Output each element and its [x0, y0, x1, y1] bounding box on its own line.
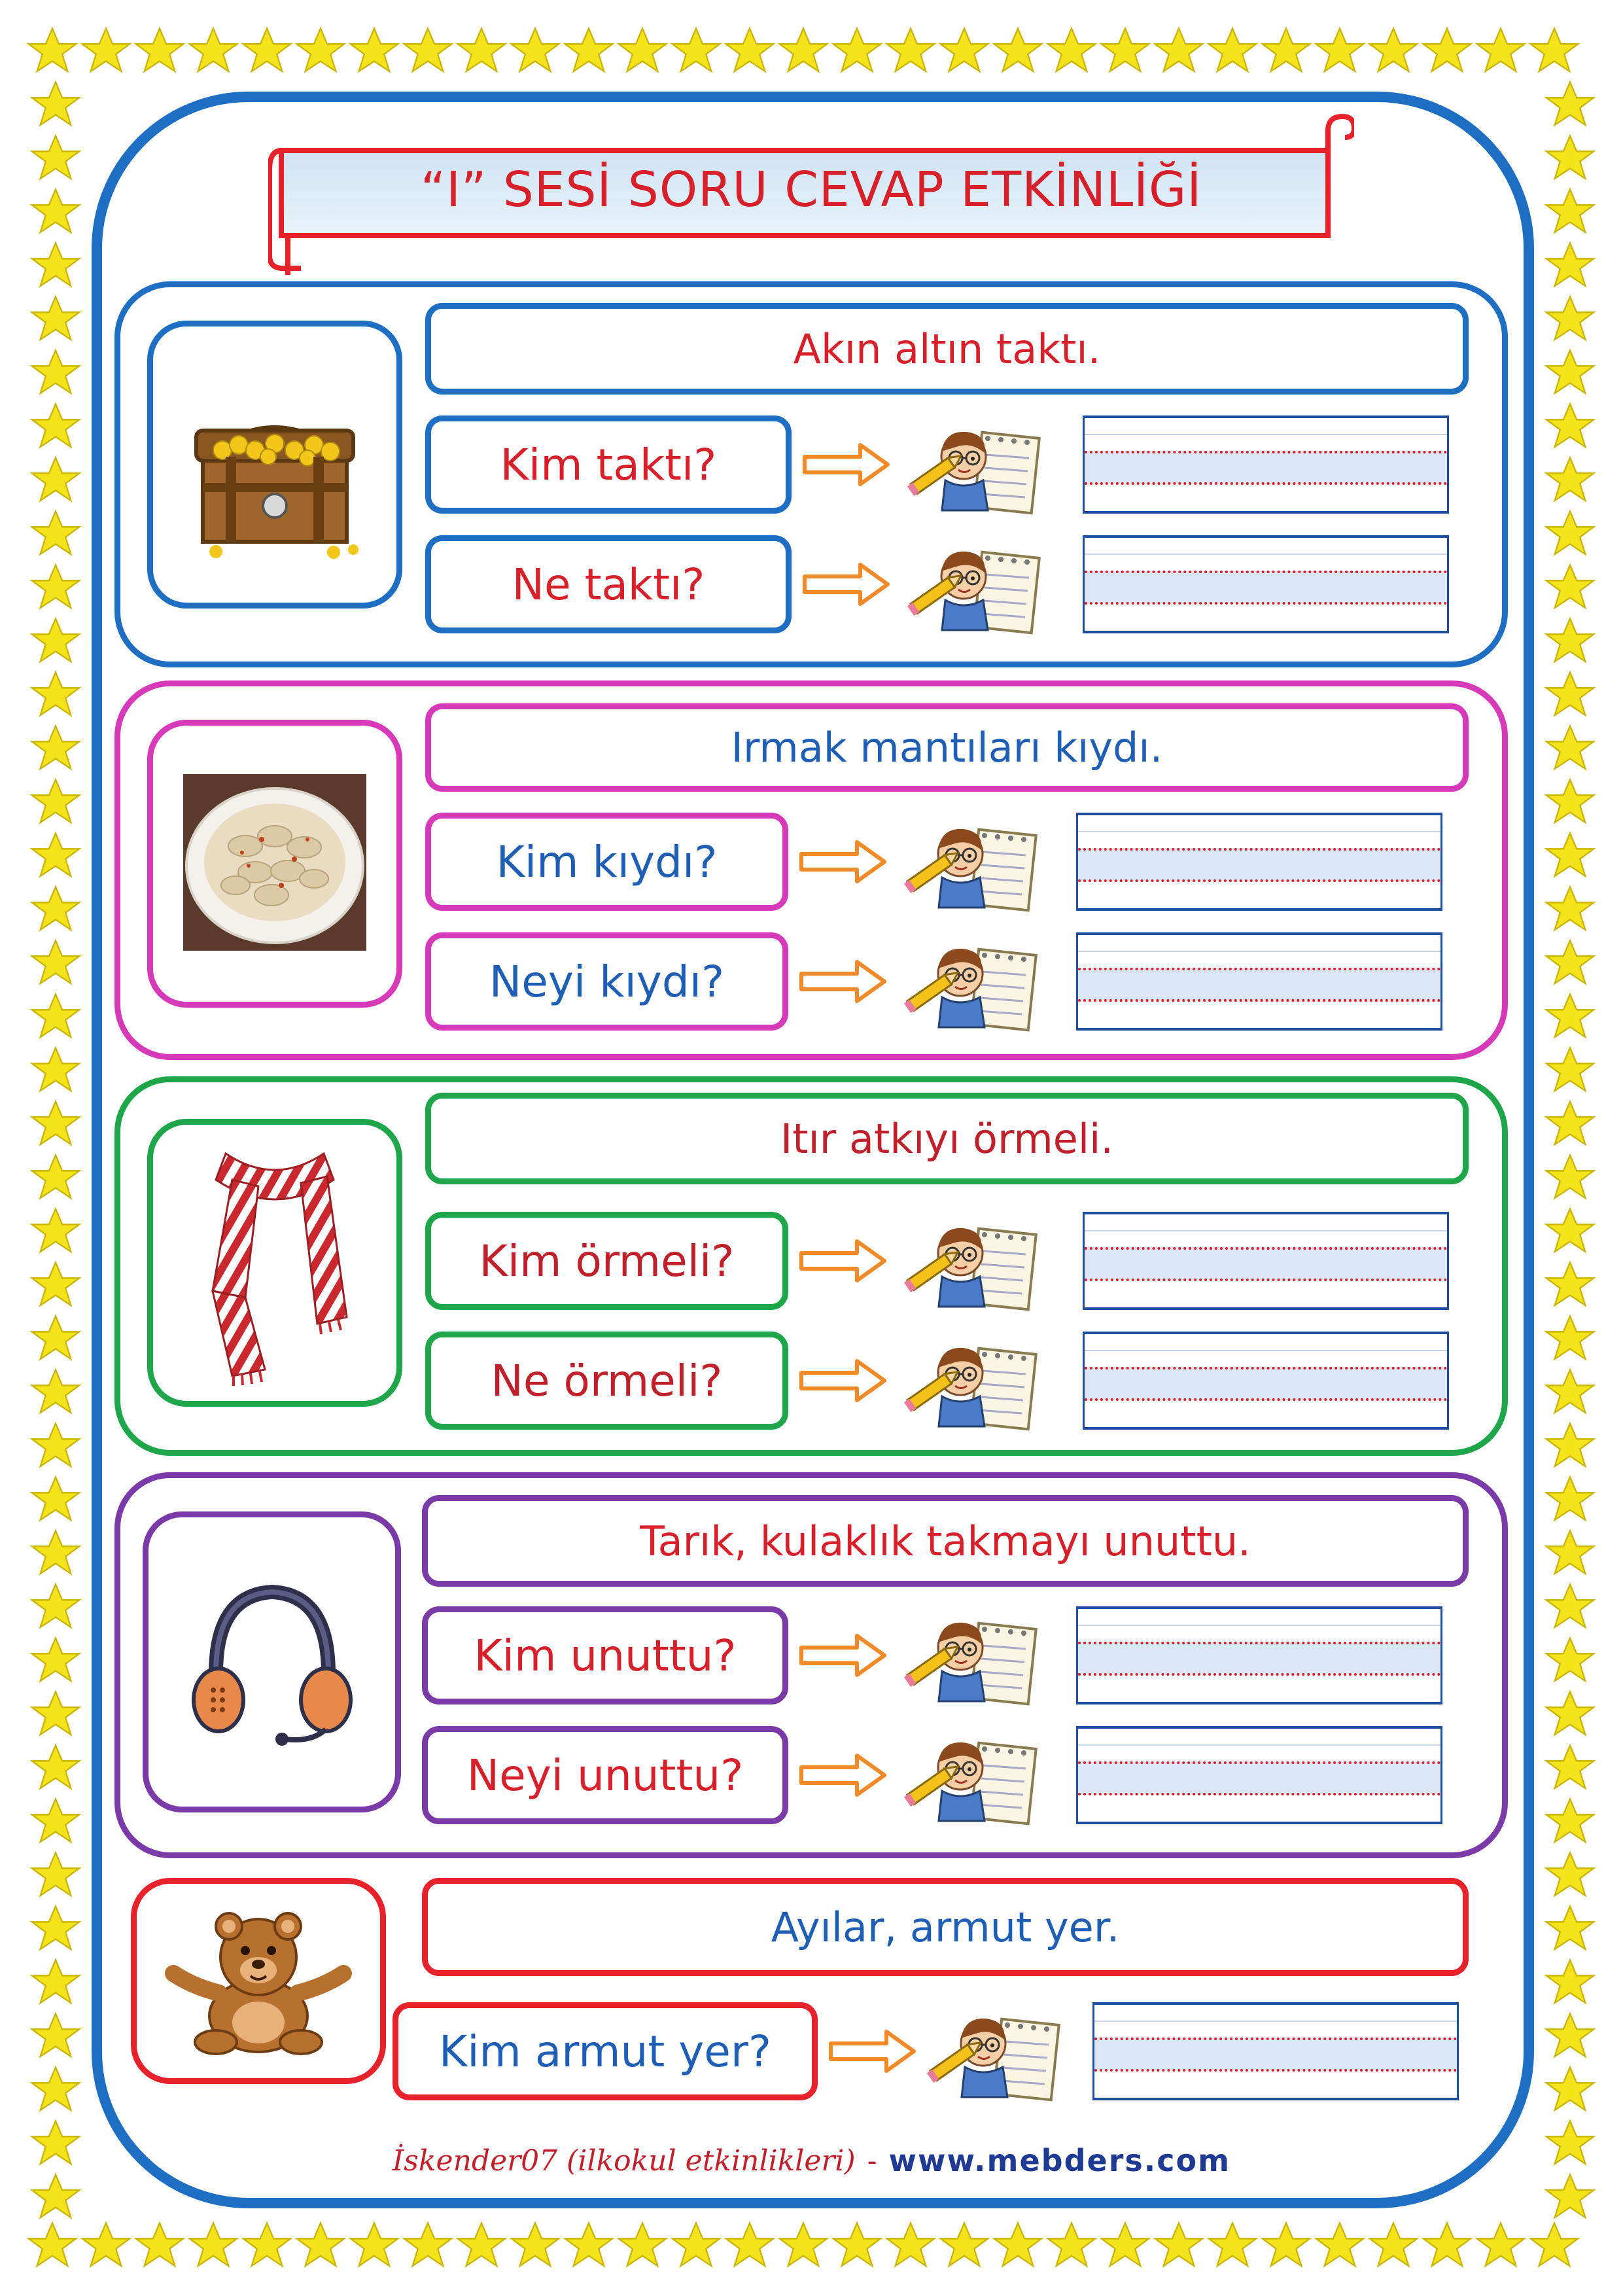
star-decoration — [1370, 29, 1417, 72]
star-decoration — [243, 2223, 290, 2267]
star-decoration — [1546, 887, 1594, 930]
star-decoration — [32, 941, 79, 984]
star-decoration — [1546, 2014, 1594, 2057]
star-decoration — [351, 2223, 398, 2267]
star-decoration — [1546, 297, 1594, 340]
star-decoration — [1546, 1424, 1594, 1467]
star-decoration — [32, 1156, 79, 1199]
picture-frame — [131, 1878, 386, 2084]
star-decoration — [887, 2223, 934, 2267]
writing-student-icon — [903, 1335, 1040, 1433]
star-decoration — [32, 1477, 79, 1521]
star-decoration — [1102, 2223, 1149, 2267]
writing-student-icon — [926, 2005, 1063, 2104]
star-decoration — [1546, 834, 1594, 877]
arrow-right-icon — [801, 558, 893, 610]
manti-plate-picture — [183, 774, 366, 953]
star-decoration — [1546, 1209, 1594, 1252]
star-decoration — [565, 2223, 612, 2267]
star-decoration — [1546, 1316, 1594, 1360]
star-decoration — [1546, 1746, 1594, 1789]
star-decoration — [136, 29, 183, 72]
star-decoration — [32, 82, 79, 126]
star-decoration — [1546, 1638, 1594, 1682]
star-decoration — [82, 2223, 130, 2267]
footer — [0, 2134, 1623, 2187]
star-decoration — [941, 2223, 988, 2267]
star-decoration — [458, 29, 505, 72]
star-decoration — [32, 458, 79, 501]
picture-frame — [143, 1511, 401, 1812]
star-decoration — [1546, 136, 1594, 179]
star-decoration — [1546, 565, 1594, 609]
sentence-box: Ayılar, armut yer. — [422, 1878, 1469, 1976]
star-decoration — [1546, 190, 1594, 233]
star-decoration — [1477, 2223, 1524, 2267]
star-decoration — [32, 2014, 79, 2057]
star-decoration — [1546, 673, 1594, 716]
star-decoration — [1546, 780, 1594, 823]
footer-author: İskender07 (ilkokul etkinlikleri) — [392, 2144, 856, 2178]
star-decoration — [32, 1853, 79, 1896]
star-decoration — [32, 834, 79, 877]
star-decoration — [672, 29, 720, 72]
star-decoration — [32, 512, 79, 555]
star-decoration — [726, 29, 773, 72]
star-decoration — [1423, 2223, 1471, 2267]
star-decoration — [404, 29, 451, 72]
star-decoration — [619, 29, 666, 72]
star-decoration — [29, 29, 76, 72]
star-decoration — [1546, 1585, 1594, 1628]
star-decoration — [1546, 82, 1594, 126]
star-decoration — [297, 29, 344, 72]
star-decoration — [32, 1960, 79, 2004]
star-decoration — [780, 29, 827, 72]
answer-writing-lines[interactable] — [1083, 1332, 1449, 1430]
star-decoration — [1102, 29, 1149, 72]
star-decoration — [1546, 404, 1594, 448]
star-decoration — [1546, 726, 1594, 769]
picture-frame — [147, 720, 402, 1008]
star-decoration — [1263, 2223, 1310, 2267]
star-decoration — [1546, 458, 1594, 501]
star-decoration — [1531, 2223, 1578, 2267]
star-decoration — [32, 1209, 79, 1252]
star-decoration — [1209, 2223, 1256, 2267]
star-decoration — [1546, 995, 1594, 1038]
star-decoration — [136, 2223, 183, 2267]
star-decoration — [887, 29, 934, 72]
star-decoration — [1155, 2223, 1202, 2267]
sentence-box: Itır atkıyı örmeli. — [425, 1093, 1469, 1184]
star-decoration — [32, 351, 79, 394]
star-decoration — [190, 29, 237, 72]
answer-writing-lines[interactable] — [1083, 535, 1449, 633]
star-decoration — [565, 29, 612, 72]
writing-student-icon — [906, 419, 1043, 517]
answer-writing-lines[interactable] — [1076, 813, 1442, 911]
footer-separator: - — [867, 2144, 877, 2178]
scarf-picture — [186, 1134, 363, 1392]
treasure-chest-picture — [177, 359, 373, 571]
page-title: “I” SESİ SORU CEVAP ETKİNLİĞİ — [420, 162, 1202, 218]
star-decoration — [780, 2223, 827, 2267]
arrow-right-icon — [798, 955, 890, 1008]
star-decoration — [1546, 941, 1594, 984]
answer-writing-lines[interactable] — [1076, 932, 1442, 1031]
star-decoration — [32, 995, 79, 1038]
arrow-right-icon — [801, 438, 893, 491]
arrow-right-icon — [798, 1749, 890, 1801]
star-decoration — [1209, 29, 1256, 72]
star-decoration — [672, 2223, 720, 2267]
star-decoration — [32, 1799, 79, 1843]
picture-frame — [147, 321, 402, 609]
star-decoration — [32, 1692, 79, 1735]
star-decoration — [1546, 1907, 1594, 1950]
star-decoration — [32, 1048, 79, 1091]
star-decoration — [1531, 29, 1578, 72]
star-decoration — [32, 1746, 79, 1789]
star-decoration — [32, 190, 79, 233]
writing-student-icon — [903, 1215, 1040, 1313]
star-decoration — [1423, 29, 1471, 72]
arrow-right-icon — [798, 836, 890, 888]
star-decoration — [32, 780, 79, 823]
writing-student-icon — [903, 816, 1040, 914]
star-decoration — [32, 1102, 79, 1145]
sentence-box: Akın altın taktı. — [425, 303, 1469, 395]
star-decoration — [1546, 1102, 1594, 1145]
star-decoration — [1263, 29, 1310, 72]
star-decoration — [1316, 29, 1363, 72]
star-decoration — [32, 1907, 79, 1950]
star-decoration — [32, 887, 79, 930]
star-decoration — [32, 2068, 79, 2111]
headphones-picture — [181, 1569, 364, 1755]
question-box: Ne taktı? — [425, 535, 792, 633]
star-decoration — [1546, 351, 1594, 394]
star-decoration — [32, 619, 79, 662]
star-decoration — [1546, 1960, 1594, 2004]
star-decoration — [994, 2223, 1041, 2267]
star-decoration — [1477, 29, 1524, 72]
writing-student-icon — [903, 936, 1040, 1034]
arrow-right-icon — [798, 1235, 890, 1287]
star-decoration — [32, 1585, 79, 1628]
answer-writing-lines[interactable] — [1083, 415, 1449, 514]
star-decoration — [32, 243, 79, 287]
star-decoration — [1546, 619, 1594, 662]
sentence-box: Irmak mantıları kıydı. — [425, 703, 1469, 792]
star-decoration — [833, 2223, 881, 2267]
star-decoration — [29, 2223, 76, 2267]
star-decoration — [1155, 29, 1202, 72]
star-decoration — [404, 2223, 451, 2267]
question-box: Kim taktı? — [425, 415, 792, 514]
star-decoration — [1546, 1853, 1594, 1896]
question-box: Ne örmeli? — [425, 1332, 788, 1430]
question-box: Neyi unuttu? — [422, 1726, 788, 1824]
star-decoration — [243, 29, 290, 72]
arrow-right-icon — [798, 1629, 890, 1682]
star-decoration — [994, 29, 1041, 72]
answer-writing-lines[interactable] — [1076, 1726, 1442, 1824]
sentence-box: Tarık, kulaklık takmayı unuttu. — [422, 1495, 1469, 1587]
footer-website-link[interactable]: www.mebders.com — [888, 2143, 1231, 2178]
star-decoration — [1546, 1048, 1594, 1091]
star-decoration — [1546, 512, 1594, 555]
star-decoration — [941, 29, 988, 72]
star-decoration — [32, 1531, 79, 1574]
star-decoration — [32, 1316, 79, 1360]
star-decoration — [32, 1263, 79, 1306]
star-decoration — [512, 29, 559, 72]
star-decoration — [1048, 29, 1095, 72]
star-decoration — [458, 2223, 505, 2267]
star-decoration — [1048, 2223, 1095, 2267]
question-box: Neyi kıydı? — [425, 932, 788, 1031]
writing-student-icon — [906, 539, 1043, 637]
star-decoration — [32, 1424, 79, 1467]
star-decoration — [1546, 243, 1594, 287]
star-decoration — [1546, 1477, 1594, 1521]
question-box: Kim örmeli? — [425, 1212, 788, 1310]
question-box: Kim armut yer? — [393, 2002, 818, 2100]
picture-frame — [147, 1119, 402, 1407]
star-decoration — [1370, 2223, 1417, 2267]
star-decoration — [1546, 1531, 1594, 1574]
star-decoration — [297, 2223, 344, 2267]
star-decoration — [1546, 1799, 1594, 1843]
star-decoration — [833, 29, 881, 72]
star-decoration — [32, 1638, 79, 1682]
answer-writing-lines[interactable] — [1092, 2002, 1459, 2100]
star-decoration — [1546, 1156, 1594, 1199]
question-box: Kim unuttu? — [422, 1606, 788, 1704]
star-decoration — [32, 565, 79, 609]
question-box: Kim kıydı? — [425, 813, 788, 911]
star-decoration — [190, 2223, 237, 2267]
star-decoration — [32, 726, 79, 769]
star-decoration — [1546, 2068, 1594, 2111]
arrow-right-icon — [798, 1354, 890, 1407]
star-decoration — [32, 297, 79, 340]
star-decoration — [1316, 2223, 1363, 2267]
star-decoration — [82, 29, 130, 72]
star-decoration — [32, 673, 79, 716]
star-decoration — [619, 2223, 666, 2267]
star-decoration — [32, 136, 79, 179]
star-decoration — [1546, 1692, 1594, 1735]
star-decoration — [512, 2223, 559, 2267]
arrow-right-icon — [828, 2025, 919, 2077]
star-decoration — [1546, 1263, 1594, 1306]
star-decoration — [32, 1370, 79, 1413]
star-decoration — [726, 2223, 773, 2267]
writing-student-icon — [903, 1610, 1040, 1708]
writing-student-icon — [903, 1729, 1040, 1828]
star-decoration — [351, 29, 398, 72]
answer-writing-lines[interactable] — [1083, 1212, 1449, 1310]
answer-writing-lines[interactable] — [1076, 1606, 1442, 1704]
star-decoration — [32, 404, 79, 448]
star-decoration — [1546, 1370, 1594, 1413]
bear-picture — [154, 1901, 363, 2061]
